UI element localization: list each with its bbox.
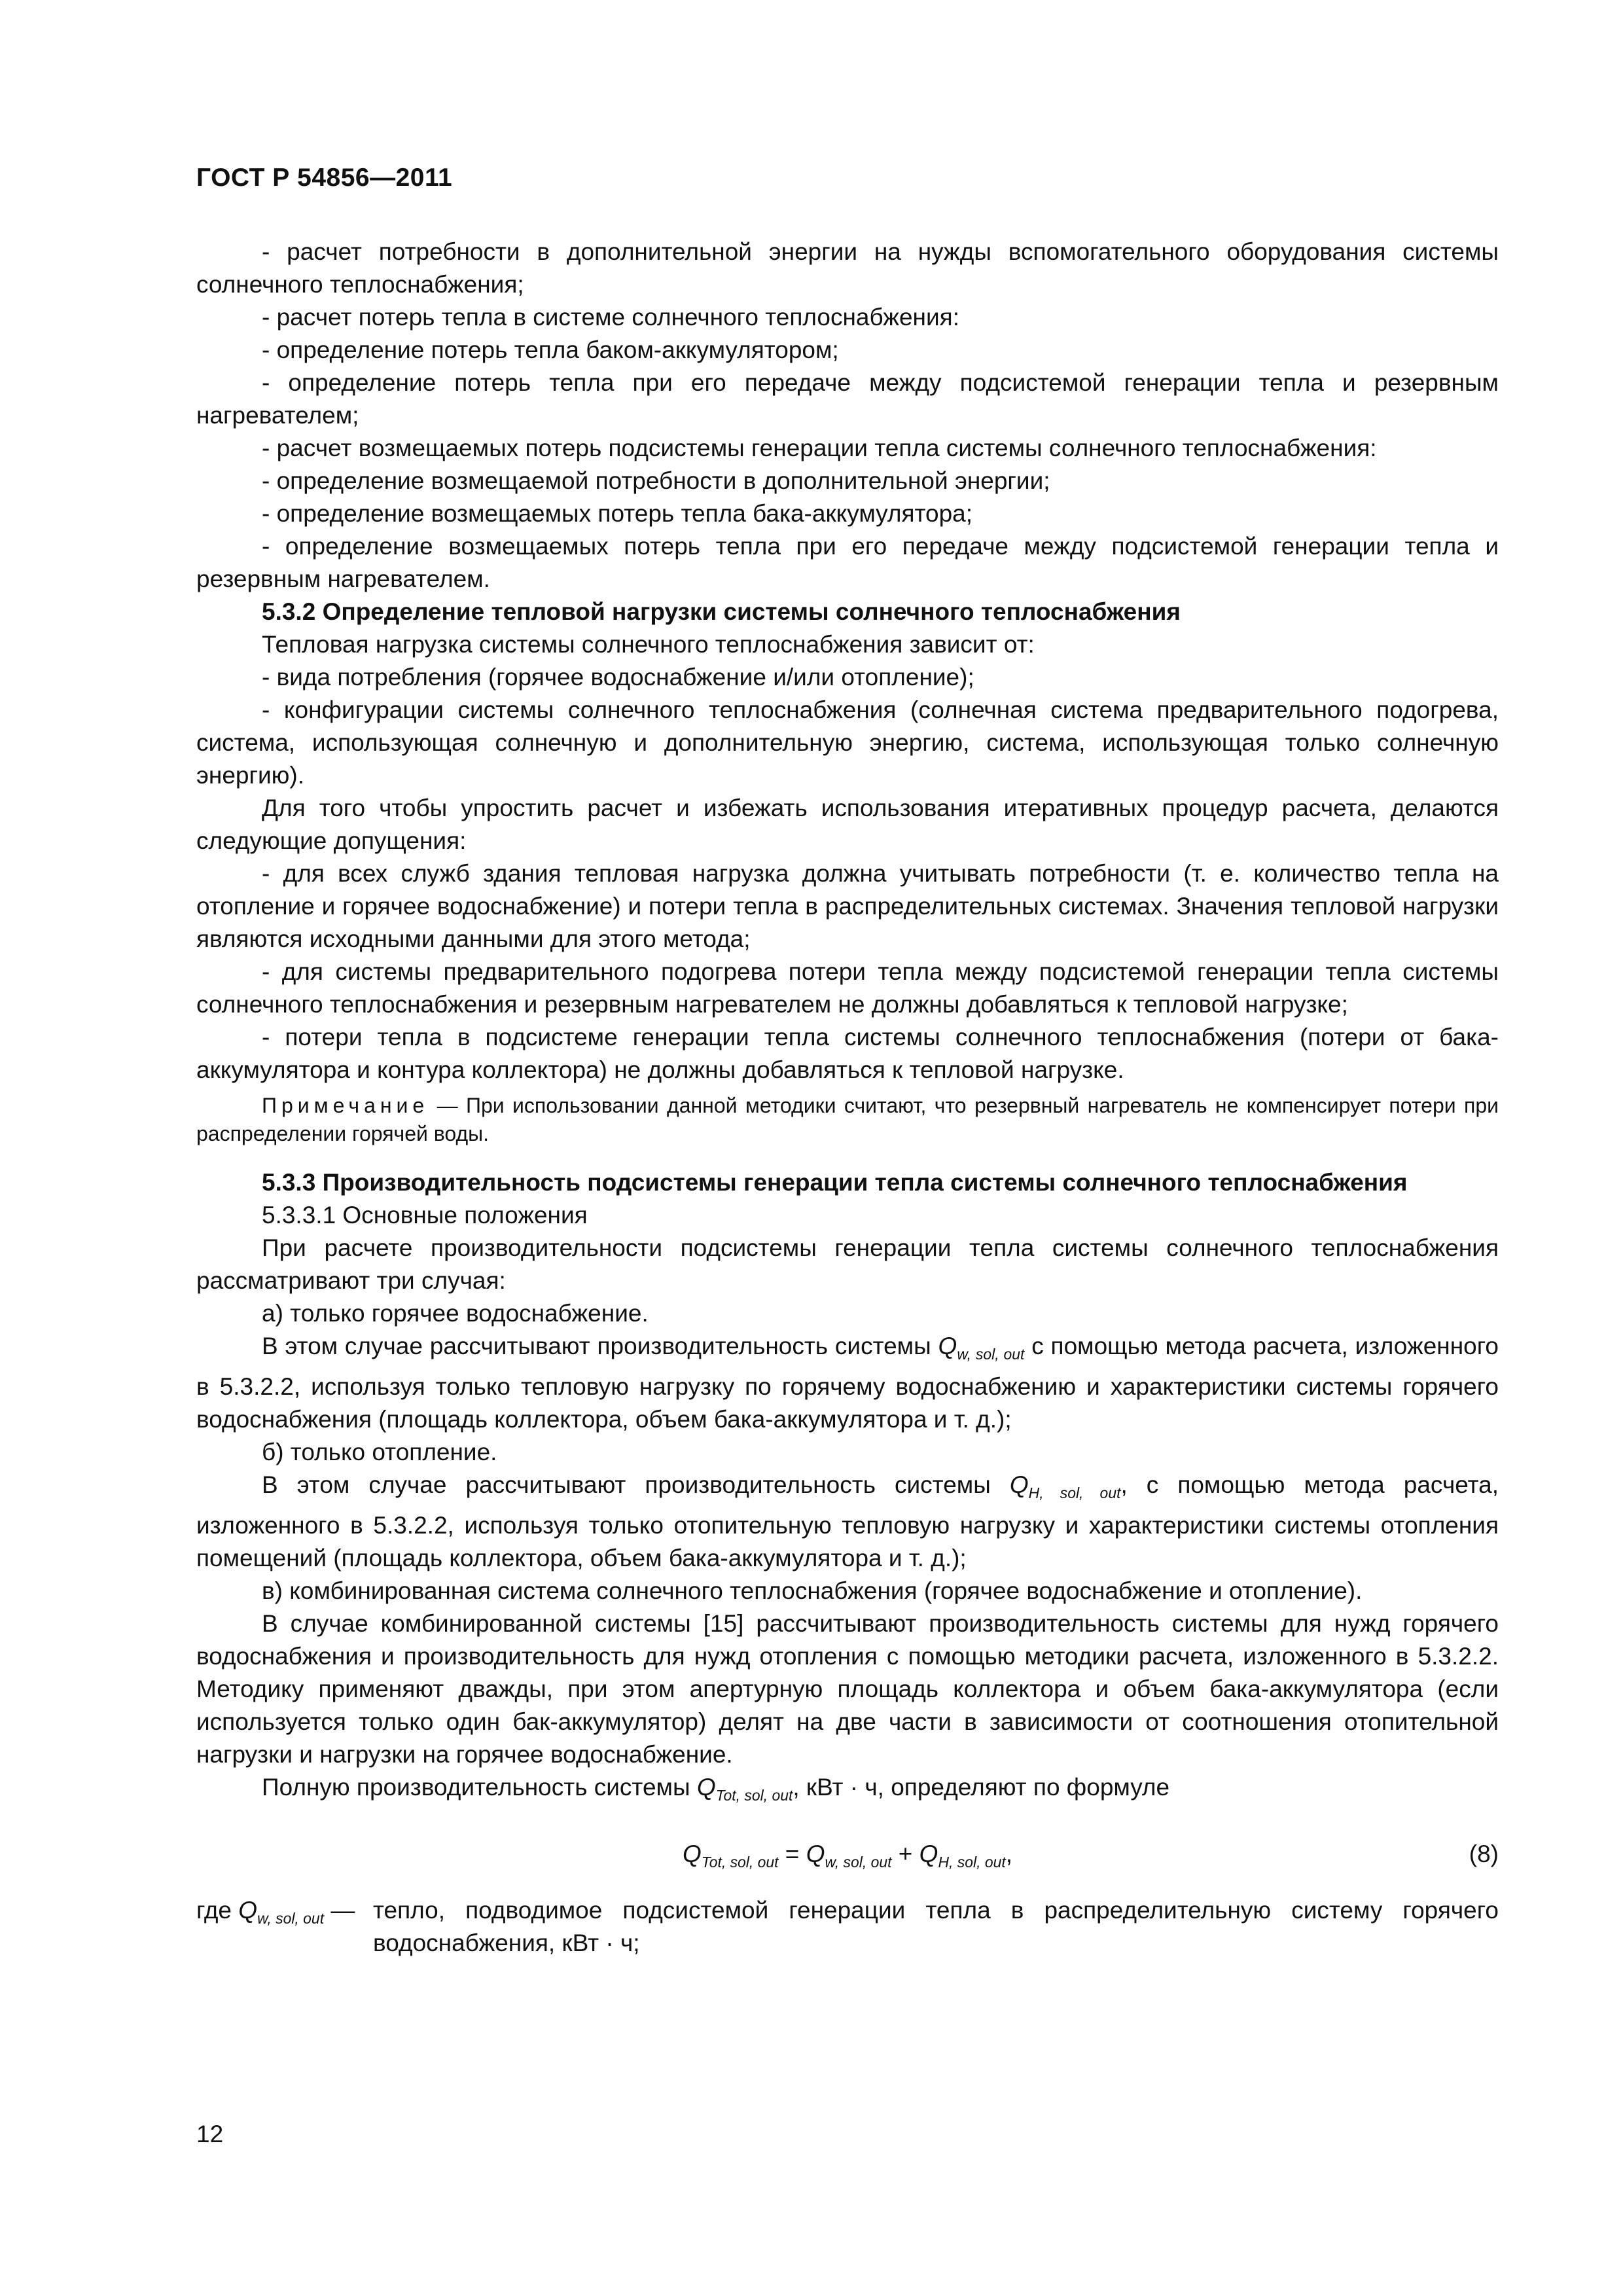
note-label: Примечание: [262, 1094, 429, 1117]
subscript: Tot, sol, out: [715, 1787, 793, 1804]
paragraph: В случае комбинированной системы [15] рассчитывают производительность системы для нужд горячего водоснабжения и производительность для нужд отопления с помощью методики расчета, изложенного в 5.3.2.2. Методику применяют дважды, при этом апертурную площадь коллектора и объем бака-аккумулятора (если используется только один бак-аккумулятор) делят на две части в зависимости от соотношения отопительной нагрузки и нагрузки на горячее водоснабжение.: [196, 1610, 1499, 1768]
subscript: w, sol, out: [257, 1910, 325, 1928]
list-item: - определение возмещаемых потерь тепла при его передаче между подсистемой генерации тепла и резервным нагревателем.: [196, 533, 1499, 592]
text-run: , с помощью метода расчета, изложенного в 5.3.2.2, используя только отопительную тепловую нагрузку и характеристики системы отопления помещений (площадь коллектора, объем бака-аккумулятора и т. д.);: [196, 1471, 1499, 1572]
dash: —: [324, 1897, 355, 1924]
list-item: - расчет возмещаемых потерь подсистемы генерации тепла системы солнечного теплоснабжения:: [262, 435, 1377, 461]
list-item: - определение потерь тепла при его передаче между подсистемой генерации тепла и резервным нагревателем;: [196, 369, 1499, 429]
note: [196, 1092, 1499, 1148]
section-heading-5-3-2: 5.3.2 Определение тепловой нагрузки системы солнечного теплоснабжения: [262, 598, 1181, 625]
list-item: - потери тепла в подсистеме генерации тепла системы солнечного теплоснабжения (потери от бака-аккумулятора и контура коллектора) не должны добавляться к тепловой нагрузке.: [196, 1024, 1499, 1083]
subscript: w, sol, out: [825, 1854, 892, 1871]
list-item: - определение возмещаемой потребности в дополнительной энергии;: [262, 467, 1050, 494]
formula-8: [196, 1838, 1499, 1874]
note-text: — При использовании данной методики считают, что резервный нагреватель не компенсирует потери при распределении горячей воды.: [196, 1094, 1499, 1145]
variable: Q: [919, 1840, 938, 1868]
punctuation: ,: [1005, 1840, 1012, 1868]
formula-number: (8): [1469, 1840, 1499, 1868]
list-item: - для всех служб здания тепловая нагрузка должна учитывать потребности (т. е. количество тепла на отопление и горячее водоснабжение) и потери тепла в распределительных системах. Значения тепловой нагрузки являются исходными данными для этого метода;: [196, 860, 1499, 952]
list-item: в) комбинированная система солнечного теплоснабжения (горячее водоснабжение и отопление).: [262, 1577, 1363, 1605]
list-item: б) только отопление.: [262, 1439, 497, 1466]
document-header: ГОСТ Р 54856—2011: [196, 164, 453, 192]
paragraph: [196, 1771, 1499, 1812]
subscript: w, sol, out: [957, 1346, 1025, 1363]
list-item: а) только горячее водоснабжение.: [262, 1300, 649, 1327]
page-number: 12: [196, 2121, 224, 2147]
text-run: с помощью метода расчета, изложенного в 5.3.2.2, используя только тепловую нагрузку по горячему водоснабжению и характеристики системы горячего водоснабжения (площадь коллектора, объем бака-аккумулятора и т. д.);: [196, 1333, 1499, 1433]
paragraph: Для того чтобы упростить расчет и избежать использования итеративных процедур расчета, делаются следующие допущения:: [196, 795, 1499, 854]
list-item: - расчет потерь тепла в системе солнечного теплоснабжения:: [262, 304, 959, 331]
text-run: Полную производительность системы: [262, 1774, 697, 1801]
paragraph: [196, 1469, 1499, 1575]
list-item: - конфигурации системы солнечного теплоснабжения (солнечная система предварительного подогрева, система, использующая солнечную и дополнительную энергию, система, использующая только солнечную энергию).: [196, 696, 1499, 789]
variable: Q: [238, 1897, 258, 1924]
variable: Q: [683, 1840, 702, 1868]
subscript: Tot, sol, out: [701, 1854, 779, 1871]
formula-expression: [196, 1838, 1499, 1878]
section-heading-5-3-3: 5.3.3 Производительность подсистемы генерации тепла системы солнечного теплоснабжения: [262, 1169, 1408, 1196]
variable: Q: [806, 1840, 825, 1868]
subscript: H, sol, out: [1028, 1484, 1121, 1502]
paragraph: Тепловая нагрузка системы солнечного теплоснабжения зависит от:: [262, 631, 1035, 658]
document-body: [196, 236, 1499, 1960]
list-item: - для системы предварительного подогрева потери тепла между подсистемой генерации тепла системы солнечного теплоснабжения и резервным нагревателем не должны добавляться к тепловой нагрузке;: [196, 958, 1499, 1018]
variable: Q: [696, 1774, 716, 1801]
paragraph: При расчете производительности подсистемы генерации тепла системы солнечного теплоснабжения рассматривают три случая:: [196, 1234, 1499, 1294]
operator: +: [891, 1840, 919, 1868]
text-run: , кВт · ч, определяют по формуле: [793, 1774, 1170, 1801]
list-item: - определение потерь тепла баком-аккумулятором;: [262, 336, 839, 363]
variable: Q: [938, 1333, 957, 1359]
text-run: В этом случае рассчитывают производительность системы: [262, 1471, 1010, 1499]
text-run: В этом случае рассчитывают производительность системы: [262, 1333, 938, 1359]
subsection-heading-5-3-3-1: 5.3.3.1 Основные положения: [262, 1202, 588, 1229]
list-item: - вида потребления (горячее водоснабжение и/или отопление);: [262, 664, 974, 691]
where-text: тепло, подводимое подсистемой генерации тепла в распределительную систему горячего водоснабжения, кВт · ч;: [373, 1897, 1499, 1957]
paragraph: [196, 1330, 1499, 1436]
list-item: - расчет потребности в дополнительной энергии на нужды вспомогательного оборудования системы солнечного теплоснабжения;: [196, 238, 1499, 298]
list-item: - определение возмещаемых потерь тепла бака-аккумулятора;: [262, 500, 973, 527]
subscript: H, sol, out: [938, 1854, 1006, 1871]
text-run: где: [196, 1897, 239, 1924]
variable: Q: [1009, 1471, 1029, 1499]
where-label: [196, 1894, 355, 1935]
operator: =: [778, 1840, 806, 1868]
where-definition: [196, 1894, 1499, 1960]
